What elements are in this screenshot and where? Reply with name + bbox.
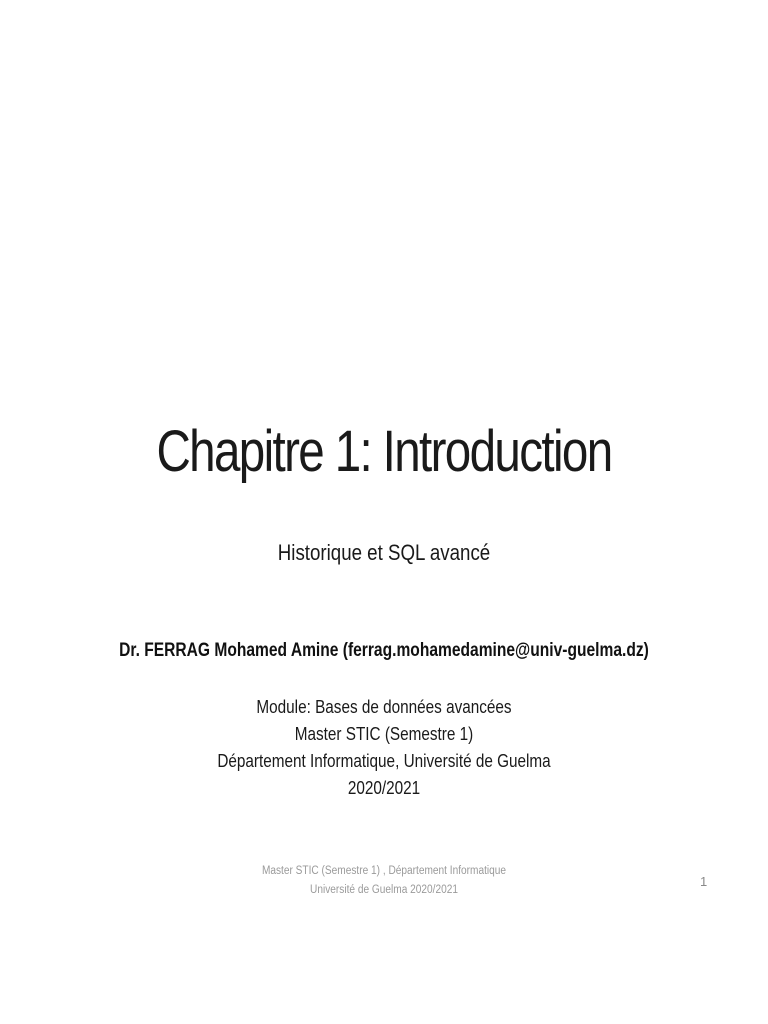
course-module: Module: Bases de données avancées bbox=[256, 697, 512, 717]
page-number: 1 bbox=[700, 874, 708, 889]
slide-footer bbox=[46, 862, 722, 900]
course-department: Département Informatique, Université de Guelma bbox=[217, 751, 551, 771]
slide-subtitle: Historique et SQL avancé bbox=[277, 540, 491, 565]
course-program: Master STIC (Semestre 1) bbox=[294, 724, 474, 744]
slide-title: Chapitre 1: Introduction bbox=[156, 419, 612, 484]
footer-line-2: Université de Guelma 2020/2021 bbox=[310, 884, 458, 896]
course-year: 2020/2021 bbox=[347, 778, 421, 798]
course-info bbox=[58, 694, 711, 802]
author-line: Dr. FERRAG Mohamed Amine (ferrag.mohamedamine@univ-guelma.dz) bbox=[119, 640, 649, 661]
footer-line-1: Master STIC (Semestre 1) , Département Informatique bbox=[261, 865, 507, 877]
